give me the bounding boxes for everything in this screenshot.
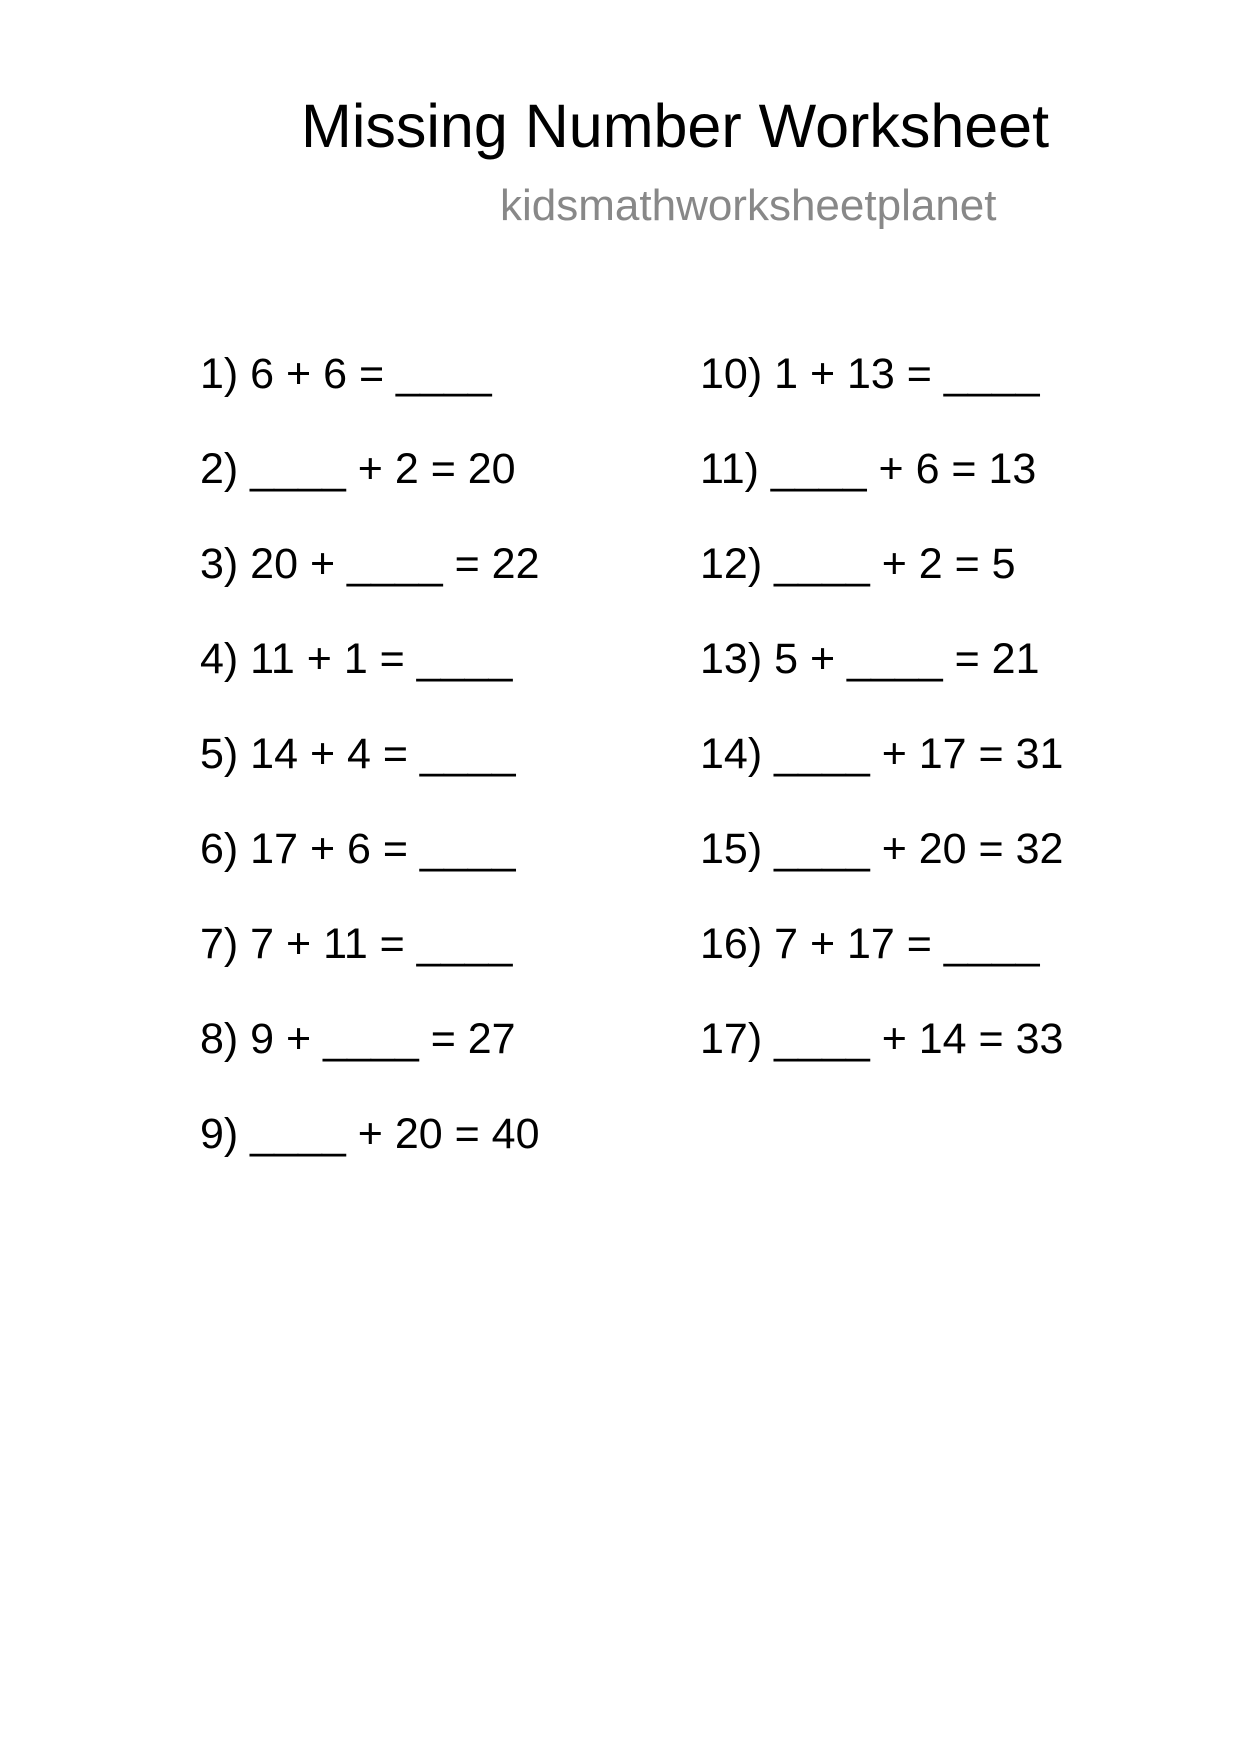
page-title: Missing Number Worksheet bbox=[301, 92, 1050, 160]
problem: 12) ____ + 2 = 5 bbox=[700, 540, 1016, 588]
problems-left-column bbox=[200, 350, 540, 1208]
problem: 4) 11 + 1 = ____ bbox=[200, 635, 513, 683]
problems-right-column bbox=[700, 350, 1064, 1113]
site-name: kidsmathworksheetplanet bbox=[500, 181, 997, 230]
problem: 14) ____ + 17 = 31 bbox=[700, 730, 1064, 778]
problem: 3) 20 + ____ = 22 bbox=[200, 540, 540, 588]
problem: 1) 6 + 6 = ____ bbox=[200, 350, 492, 398]
problem: 2) ____ + 2 = 20 bbox=[200, 445, 516, 493]
problem: 10) 1 + 13 = ____ bbox=[700, 350, 1040, 398]
problem: 16) 7 + 17 = ____ bbox=[700, 920, 1040, 968]
problem: 7) 7 + 11 = ____ bbox=[200, 920, 513, 968]
problem: 15) ____ + 20 = 32 bbox=[700, 825, 1064, 873]
problem: 5) 14 + 4 = ____ bbox=[200, 730, 516, 778]
problem: 13) 5 + ____ = 21 bbox=[700, 635, 1040, 683]
problem: 6) 17 + 6 = ____ bbox=[200, 825, 516, 873]
problem: 9) ____ + 20 = 40 bbox=[200, 1110, 540, 1158]
problem: 8) 9 + ____ = 27 bbox=[200, 1015, 516, 1063]
problem: 17) ____ + 14 = 33 bbox=[700, 1015, 1064, 1063]
problem: 11) ____ + 6 = 13 bbox=[700, 445, 1037, 493]
